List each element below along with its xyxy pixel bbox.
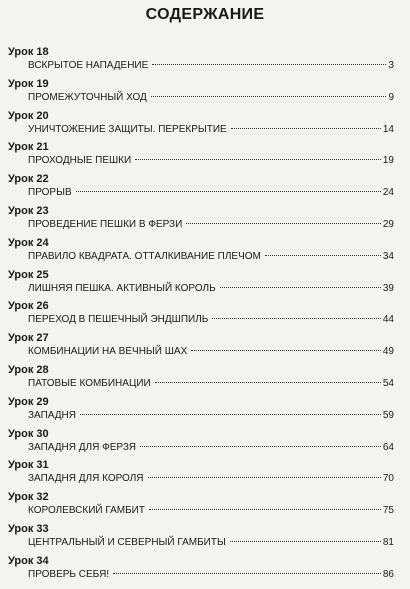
lesson-number: Урок 30 bbox=[8, 427, 49, 440]
page-number: 19 bbox=[382, 155, 394, 167]
lesson-number: Урок 23 bbox=[8, 205, 49, 217]
toc-line bbox=[28, 60, 394, 72]
page-number: 75 bbox=[382, 505, 394, 517]
page-number: 64 bbox=[382, 441, 394, 453]
page-number: 34 bbox=[382, 250, 394, 262]
toc-line bbox=[28, 124, 394, 136]
lesson-title: ПРОВЕДЕНИЕ ПЕШКИ В ФЕРЗИ bbox=[28, 219, 183, 230]
lesson-title: КОМБИНАЦИИ НА ВЕЧНЫЙ ШАХ bbox=[28, 346, 188, 358]
page-number: 24 bbox=[382, 187, 394, 199]
lesson-number: Урок 32 bbox=[8, 491, 49, 504]
toc-line bbox=[28, 283, 394, 295]
lesson-title: ПАТОВЫЕ КОМБИНАЦИИ bbox=[28, 378, 151, 389]
lesson-number: Урок 33 bbox=[8, 523, 49, 535]
toc-line bbox=[28, 378, 394, 390]
page-number: 81 bbox=[382, 537, 394, 548]
toc-line bbox=[28, 442, 394, 454]
lesson-title: ЗАПАДНЯ ДЛЯ ФЕРЗЯ bbox=[28, 441, 136, 453]
lesson-number: Урок 18 bbox=[8, 46, 49, 58]
lesson-title: ПРОМЕЖУТОЧНЫЙ ХОД bbox=[28, 91, 147, 103]
lesson-title: ЗАПАДНЯ bbox=[28, 409, 77, 421]
page-number: 14 bbox=[382, 123, 394, 135]
lesson-title: ПРАВИЛО КВАДРАТА. ОТТАЛКИВАНИЕ ПЛЕЧОМ bbox=[28, 250, 261, 262]
page-number: 54 bbox=[382, 378, 394, 389]
lesson-number: Урок 19 bbox=[8, 77, 49, 90]
toc-entry bbox=[0, 110, 410, 140]
page-number: 70 bbox=[382, 473, 394, 485]
toc-entry bbox=[0, 237, 410, 267]
toc-line bbox=[28, 473, 394, 485]
dot-leader bbox=[113, 573, 381, 574]
page-number: 39 bbox=[382, 282, 394, 294]
toc-entry bbox=[0, 46, 410, 76]
lesson-number: Урок 20 bbox=[8, 109, 49, 122]
toc-line bbox=[28, 569, 394, 581]
lesson-number: Урок 26 bbox=[8, 300, 49, 313]
toc-line bbox=[28, 219, 394, 231]
dot-leader bbox=[265, 255, 381, 256]
toc-entry bbox=[0, 555, 410, 585]
toc-line bbox=[28, 346, 394, 358]
page-number: 9 bbox=[388, 91, 394, 103]
toc-entry bbox=[0, 364, 410, 394]
lesson-number: Урок 29 bbox=[8, 395, 49, 408]
lesson-number: Урок 27 bbox=[8, 332, 49, 345]
page-number: 3 bbox=[388, 60, 394, 71]
lesson-number: Урок 28 bbox=[8, 364, 49, 376]
lesson-number: Урок 24 bbox=[8, 236, 49, 249]
toc-entry bbox=[0, 205, 410, 235]
toc-entry bbox=[0, 78, 410, 108]
lesson-title: УНИЧТОЖЕНИЕ ЗАЩИТЫ. ПЕРЕКРЫТИЕ bbox=[28, 123, 227, 135]
toc-entry bbox=[0, 269, 410, 299]
dot-leader bbox=[212, 318, 381, 319]
dot-leader bbox=[152, 64, 386, 65]
page-title: СОДЕРЖАНИЕ bbox=[145, 6, 265, 23]
lesson-title: КОРОЛЕВСКИЙ ГАМБИТ bbox=[28, 505, 145, 517]
lesson-number: Урок 22 bbox=[8, 173, 49, 186]
dot-leader bbox=[135, 159, 381, 160]
lesson-title: ПРОВЕРЬ СЕБЯ! bbox=[28, 568, 110, 580]
toc-entry bbox=[0, 300, 410, 330]
toc-entry bbox=[0, 332, 410, 362]
toc-entry bbox=[0, 141, 410, 171]
lesson-title: ЗАПАДНЯ ДЛЯ КОРОЛЯ bbox=[28, 473, 144, 485]
dot-leader bbox=[76, 191, 381, 192]
toc-line bbox=[28, 537, 394, 549]
toc-line bbox=[28, 92, 394, 104]
dot-leader bbox=[148, 477, 381, 478]
dot-leader bbox=[231, 128, 381, 129]
toc-entry bbox=[0, 523, 410, 553]
toc-entry bbox=[0, 491, 410, 521]
page-number: 29 bbox=[382, 219, 394, 230]
page-number: 49 bbox=[382, 346, 394, 358]
page-number: 86 bbox=[382, 568, 394, 580]
lesson-number: Урок 21 bbox=[8, 141, 49, 154]
toc-line bbox=[28, 187, 394, 199]
lesson-number: Урок 31 bbox=[8, 459, 49, 472]
lesson-title: ПЕРЕХОД В ПЕШЕЧНЫЙ ЭНДШПИЛЬ bbox=[28, 314, 209, 326]
lesson-title: ПРОХОДНЫЕ ПЕШКИ bbox=[28, 155, 132, 167]
dot-leader bbox=[80, 414, 381, 415]
toc-entry bbox=[0, 459, 410, 489]
lesson-title: ПРОРЫВ bbox=[28, 187, 72, 199]
dot-leader bbox=[151, 96, 387, 97]
toc-line bbox=[28, 155, 394, 167]
toc-entry bbox=[0, 428, 410, 458]
toc-line bbox=[28, 505, 394, 517]
dot-leader bbox=[186, 223, 381, 224]
lesson-title: ВСКРЫТОЕ НАПАДЕНИЕ bbox=[28, 60, 149, 71]
dot-leader bbox=[191, 350, 381, 351]
dot-leader bbox=[230, 541, 381, 542]
lesson-number: Урок 34 bbox=[8, 554, 49, 567]
dot-leader bbox=[140, 446, 381, 447]
page-number: 44 bbox=[382, 314, 394, 326]
page-number: 59 bbox=[382, 409, 394, 421]
toc-entry bbox=[0, 173, 410, 203]
dot-leader bbox=[220, 287, 381, 288]
dot-leader bbox=[155, 382, 381, 383]
toc-line bbox=[28, 314, 394, 326]
lesson-title: ЦЕНТРАЛЬНЫЙ И СЕВЕРНЫЙ ГАМБИТЫ bbox=[28, 537, 226, 548]
toc-entry bbox=[0, 396, 410, 426]
toc-line bbox=[28, 410, 394, 422]
dot-leader bbox=[149, 509, 381, 510]
lesson-number: Урок 25 bbox=[8, 268, 49, 281]
toc-line bbox=[28, 251, 394, 263]
lesson-title: ЛИШНЯЯ ПЕШКА. АКТИВНЫЙ КОРОЛЬ bbox=[28, 282, 216, 294]
